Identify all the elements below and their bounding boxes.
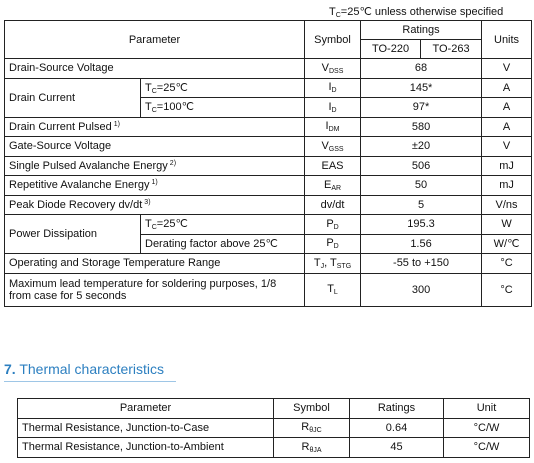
param-cell: Drain Current <box>5 78 141 117</box>
header-unit: Unit <box>444 399 530 419</box>
symbol-cell: $T_L$ <box>305 273 361 306</box>
value-cell: 1.56 <box>361 234 482 254</box>
symbol-cell: $V_{GSS}$ <box>305 137 361 157</box>
unit-cell: A <box>482 117 532 137</box>
param-cell: Thermal Resistance, Junction-to-Ambient <box>18 438 274 458</box>
table-row <box>5 59 532 79</box>
header-ratings: Ratings <box>361 21 482 40</box>
value-cell: 580 <box>361 117 482 137</box>
table-row <box>5 195 532 215</box>
symbol-cell: $I_D$ <box>305 78 361 98</box>
header-parameter: Parameter <box>5 21 305 59</box>
param-cell: Power Dissipation <box>5 215 141 254</box>
symbol-cell: $V_{DSS}$ <box>305 59 361 79</box>
header-ratings: Ratings <box>350 399 444 419</box>
table-header-row <box>5 21 532 40</box>
param-cell: Repetitive Avalanche Energy $^{1)}$ <box>5 176 305 196</box>
table-row <box>5 156 532 176</box>
table-row <box>18 418 530 438</box>
header-symbol: Symbol <box>274 399 350 419</box>
param-cell: Drain Current Pulsed $^{1)}$ <box>5 117 305 137</box>
param-cell: Drain-Source Voltage <box>5 59 305 79</box>
value-cell: 68 <box>361 59 482 79</box>
table-row <box>5 273 532 306</box>
unit-cell: °C/W <box>444 438 530 458</box>
condition-cell: $T_C=25℃$ <box>141 78 305 98</box>
value-cell: 195.3 <box>361 215 482 235</box>
value-cell: 50 <box>361 176 482 196</box>
unit-cell: mJ <box>482 176 532 196</box>
param-cell: Single Pulsed Avalanche Energy $^{2)}$ <box>5 156 305 176</box>
symbol-cell: $I_D$ <box>305 98 361 118</box>
thermal-table <box>17 398 530 458</box>
symbol-cell: $I_{DM}$ <box>305 117 361 137</box>
table-row <box>18 438 530 458</box>
value-cell: -55 to +150 <box>361 254 482 274</box>
unit-cell: W/℃ <box>482 234 532 254</box>
table-row <box>5 137 532 157</box>
symbol-cell: $T_J$, $T_{STG}$ <box>305 254 361 274</box>
param-cell: Peak Diode Recovery dv/dt $^{3)}$ <box>5 195 305 215</box>
param-cell: Gate-Source Voltage <box>5 137 305 157</box>
symbol-cell: dv/dt <box>305 195 361 215</box>
conditions-note: $T_C=25℃$ unless otherwise specified <box>329 6 504 19</box>
header-package-to263: TO-263 <box>421 40 482 59</box>
unit-cell: mJ <box>482 156 532 176</box>
table-row <box>5 254 532 274</box>
value-cell: 97* <box>361 98 482 118</box>
value-cell: ±20 <box>361 137 482 157</box>
table-row <box>5 117 532 137</box>
unit-cell: A <box>482 78 532 98</box>
section-underline <box>4 381 176 382</box>
param-cell: Maximum lead temperature for soldering purposes, 1/8 from case for 5 seconds <box>5 273 305 306</box>
absolute-ratings-table <box>4 20 532 307</box>
param-cell: Operating and Storage Temperature Range <box>5 254 305 274</box>
header-parameter: Parameter <box>18 399 274 419</box>
unit-cell: V <box>482 137 532 157</box>
symbol-cell: $R_{\theta JA}$ <box>274 438 350 458</box>
symbol-cell: $R_{\theta JC}$ <box>274 418 350 438</box>
unit-cell: W <box>482 215 532 235</box>
condition-cell: $T_C=25℃$ <box>141 215 305 235</box>
value-cell: 145* <box>361 78 482 98</box>
symbol-cell: $E_{AR}$ <box>305 176 361 196</box>
unit-cell: V/ns <box>482 195 532 215</box>
unit-cell: °C/W <box>444 418 530 438</box>
param-cell: Thermal Resistance, Junction-to-Case <box>18 418 274 438</box>
symbol-cell: $P_D$ <box>305 234 361 254</box>
value-cell: 506 <box>361 156 482 176</box>
value-cell: 5 <box>361 195 482 215</box>
section-number: 7. <box>4 361 16 377</box>
unit-cell: V <box>482 59 532 79</box>
header-symbol: Symbol <box>305 21 361 59</box>
value-cell: 300 <box>361 273 482 306</box>
value-cell: 0.64 <box>350 418 444 438</box>
table-row <box>5 176 532 196</box>
symbol-cell: EAS <box>305 156 361 176</box>
section-heading <box>4 361 164 377</box>
value-cell: 45 <box>350 438 444 458</box>
table-row <box>5 215 532 235</box>
header-units: Units <box>482 21 532 59</box>
section-title: Thermal characteristics <box>15 361 165 377</box>
symbol-cell: $P_D$ <box>305 215 361 235</box>
unit-cell: °C <box>482 254 532 274</box>
table-row <box>5 78 532 98</box>
unit-cell: °C <box>482 273 532 306</box>
table-header-row <box>18 399 530 419</box>
unit-cell: A <box>482 98 532 118</box>
condition-cell: $T_C=100℃$ <box>141 98 305 118</box>
condition-cell: Derating factor above 25℃ <box>141 234 305 254</box>
header-package-to220: TO-220 <box>361 40 421 59</box>
